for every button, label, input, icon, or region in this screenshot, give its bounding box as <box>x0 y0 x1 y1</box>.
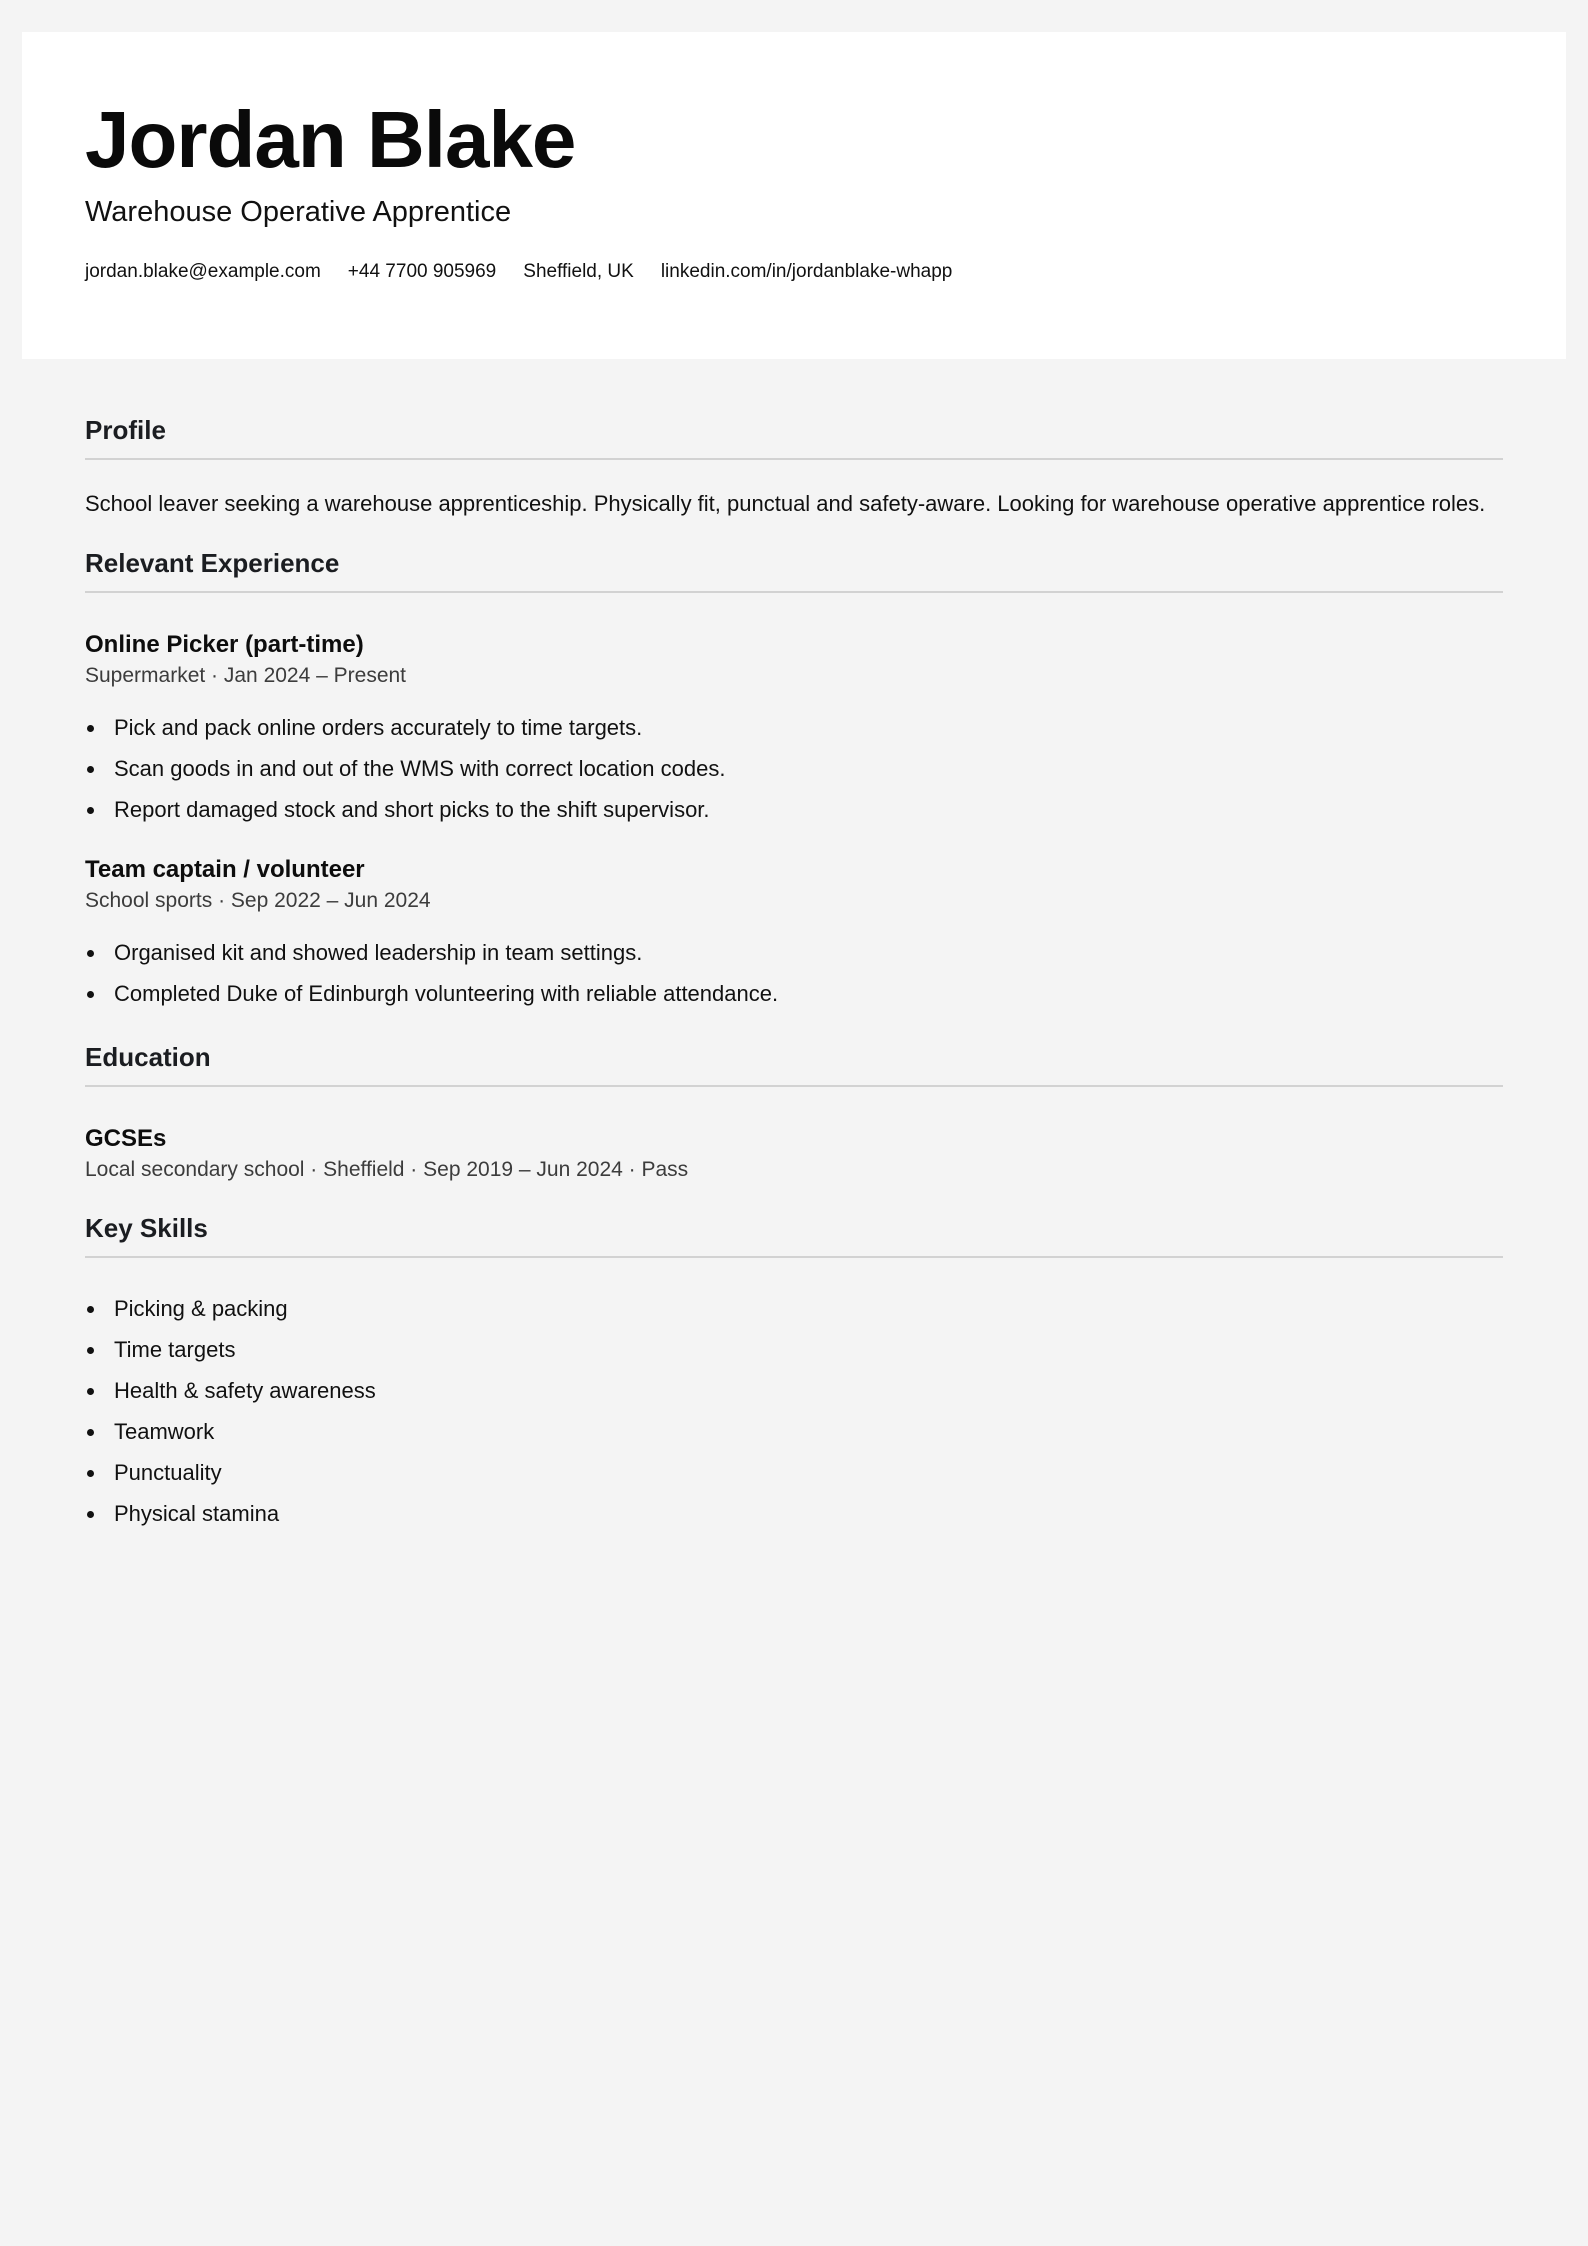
contact-phone[interactable]: +44 7700 905969 <box>347 261 497 282</box>
skills-section <box>85 1210 1503 1534</box>
section-title-experience: Relevant Experience <box>85 545 1503 593</box>
experience-item <box>85 629 1503 830</box>
job-title: Online Picker (part-time) <box>85 631 364 658</box>
skill-item: Physical stamina <box>85 1493 1503 1534</box>
education-section <box>85 1039 1503 1185</box>
contact-location: Sheffield, UK <box>523 261 634 282</box>
skill-item: Time targets <box>85 1329 1503 1370</box>
skill-item: Punctuality <box>85 1452 1503 1493</box>
job-bullet: Report damaged stock and short picks to the shift supervisor. <box>85 789 1503 830</box>
job-meta: Supermarket · Jan 2024 – Present <box>85 664 407 687</box>
section-title-skills: Key Skills <box>85 1210 1503 1258</box>
contact-email[interactable]: jordan.blake@example.com <box>85 261 321 282</box>
job-bullet: Organised kit and showed leadership in team settings. <box>85 932 1503 973</box>
job-title: Team captain / volunteer <box>85 856 365 883</box>
education-item <box>85 1123 1503 1185</box>
profile-section <box>85 412 1503 520</box>
contact-list <box>85 258 952 286</box>
qualification-title: GCSEs <box>85 1125 167 1152</box>
job-bullet: Pick and pack online orders accurately to time targets. <box>85 707 1503 748</box>
job-bullet: Completed Duke of Edinburgh volunteering with reliable attendance. <box>85 973 1503 1014</box>
section-title-education: Education <box>85 1039 1503 1087</box>
experience-item <box>85 854 1503 1014</box>
skill-item: Teamwork <box>85 1411 1503 1452</box>
skill-item: Health & safety awareness <box>85 1370 1503 1411</box>
skill-item: Picking & packing <box>85 1288 1503 1329</box>
job-bullets <box>85 932 1503 1014</box>
experience-section <box>85 545 1503 1014</box>
skills-list <box>85 1288 1503 1534</box>
qualification-meta: Local secondary school · Sheffield · Sep 2019 – Jun 2024 · Pass <box>85 1158 689 1181</box>
candidate-role: Warehouse Operative Apprentice <box>85 196 512 228</box>
resume-header <box>22 32 1566 359</box>
resume-body <box>85 412 1503 1534</box>
contact-linkedin[interactable]: linkedin.com/in/jordanblake-whapp <box>660 261 953 282</box>
profile-summary: School leaver seeking a warehouse apprenticeship. Physically fit, punctual and safety-aware. Looking for warehouse operative apprentice roles. <box>85 491 1486 516</box>
candidate-name: Jordan Blake <box>85 95 576 184</box>
job-meta: School sports · Sep 2022 – Jun 2024 <box>85 889 431 912</box>
job-bullet: Scan goods in and out of the WMS with correct location codes. <box>85 748 1503 789</box>
section-title-profile: Profile <box>85 412 1503 460</box>
job-bullets <box>85 707 1503 830</box>
